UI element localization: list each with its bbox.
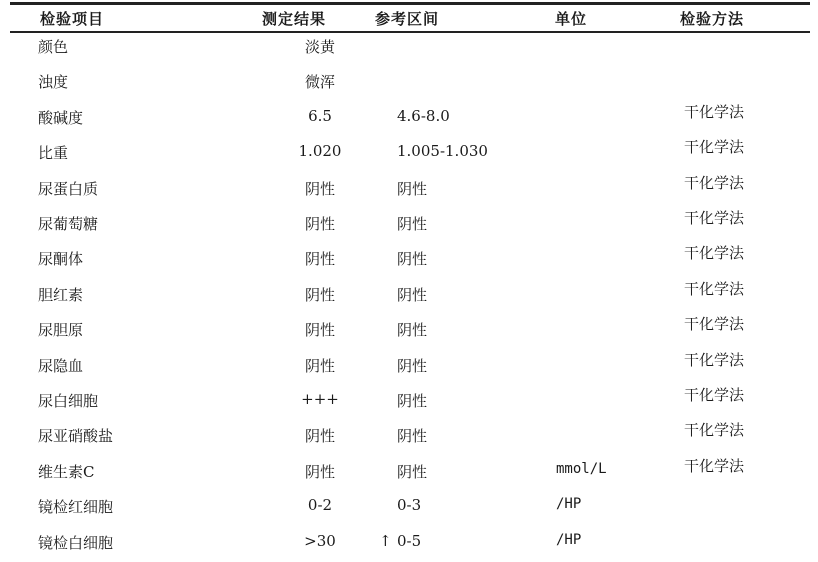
cell-unit: /HP bbox=[556, 531, 582, 548]
cell-item: 镜检红细胞 bbox=[38, 498, 114, 517]
cell-item: 尿蛋白质 bbox=[38, 179, 99, 198]
header-method: 检验方法 bbox=[680, 10, 745, 28]
cell-reference: 阴性 bbox=[397, 179, 428, 198]
cell-item: 镜检白细胞 bbox=[38, 533, 114, 552]
cell-method: 干化学法 bbox=[684, 209, 745, 227]
high-arrow-icon: ↑ bbox=[379, 531, 392, 550]
cell-reference: 阴性 bbox=[397, 392, 428, 410]
cell-item: 维生素C bbox=[38, 462, 95, 481]
cell-method: 干化学法 bbox=[684, 173, 745, 192]
cell-item: 浊度 bbox=[38, 73, 69, 92]
cell-item: 颜色 bbox=[38, 38, 69, 56]
table-row bbox=[0, 173, 818, 208]
cell-reference: 阴性 bbox=[397, 215, 428, 233]
table-row bbox=[0, 386, 818, 420]
cell-result: 微浑 bbox=[304, 73, 335, 92]
cell-method: 干化学法 bbox=[684, 386, 745, 404]
cell-method: 干化学法 bbox=[684, 315, 745, 334]
cell-item: 尿隐血 bbox=[38, 356, 84, 375]
cell-reference: 0-3 bbox=[397, 496, 422, 515]
cell-method: 干化学法 bbox=[684, 102, 745, 121]
cell-reference: 阴性 bbox=[397, 321, 428, 340]
cell-reference: 阴性 bbox=[397, 462, 428, 481]
cell-method: 干化学法 bbox=[684, 456, 745, 475]
table-top-rule bbox=[10, 2, 810, 5]
table-row bbox=[0, 102, 818, 137]
table-row bbox=[0, 456, 818, 491]
cell-reference: 阴性 bbox=[397, 427, 428, 446]
table-row bbox=[0, 421, 818, 455]
cell-item: 尿白细胞 bbox=[38, 392, 99, 410]
cell-reference: 1.005-1.030 bbox=[397, 142, 488, 161]
cell-reference: 0-5 bbox=[397, 531, 422, 550]
cell-item: 比重 bbox=[38, 144, 69, 163]
cell-result: 0-2 bbox=[307, 496, 333, 515]
cell-unit: /HP bbox=[556, 496, 582, 513]
cell-item: 酸碱度 bbox=[38, 108, 84, 127]
table-row bbox=[0, 71, 818, 101]
cell-method: 干化学法 bbox=[684, 421, 745, 440]
table-row bbox=[0, 279, 818, 314]
cell-reference: 阴性 bbox=[397, 250, 428, 269]
table-row bbox=[0, 350, 818, 385]
table-row bbox=[0, 244, 818, 278]
cell-item: 尿酮体 bbox=[38, 250, 84, 269]
cell-result: 阴性 bbox=[304, 321, 335, 340]
cell-result: 阴性 bbox=[304, 285, 335, 304]
cell-method: 干化学法 bbox=[684, 138, 745, 157]
cell-result: 阴性 bbox=[304, 215, 335, 233]
header-bottom-rule bbox=[10, 31, 810, 33]
header-result: 测定结果 bbox=[262, 10, 327, 28]
cell-unit: mmol/L bbox=[556, 460, 607, 477]
cell-result: 阴性 bbox=[304, 179, 335, 198]
cell-result: 阴性 bbox=[304, 250, 335, 269]
table-row bbox=[0, 36, 818, 66]
table-row bbox=[0, 315, 818, 349]
cell-method: 干化学法 bbox=[684, 350, 745, 369]
header-reference: 参考区间 bbox=[375, 10, 440, 28]
cell-reference: 4.6-8.0 bbox=[397, 106, 450, 125]
cell-result: 阴性 bbox=[304, 356, 335, 375]
table-row bbox=[0, 496, 818, 526]
table-row bbox=[0, 209, 818, 243]
cell-method: 干化学法 bbox=[684, 279, 745, 298]
header-unit: 单位 bbox=[555, 10, 588, 28]
cell-method: 干化学法 bbox=[684, 244, 745, 263]
cell-reference: 阴性 bbox=[397, 356, 428, 375]
header-item: 检验项目 bbox=[40, 10, 105, 28]
table-row bbox=[0, 532, 818, 562]
cell-item: 胆红素 bbox=[38, 285, 84, 304]
cell-item: 尿亚硝酸盐 bbox=[38, 427, 114, 446]
cell-result: 1.020 bbox=[298, 142, 342, 161]
cell-result: 6.5 bbox=[308, 106, 332, 125]
cell-item: 尿葡萄糖 bbox=[38, 215, 99, 233]
cell-item: 尿胆原 bbox=[38, 321, 84, 340]
cell-result: 淡黄 bbox=[304, 38, 335, 56]
cell-result: 阴性 bbox=[304, 462, 335, 481]
cell-result: +++ bbox=[301, 390, 339, 408]
cell-result: 阴性 bbox=[304, 427, 335, 446]
table-row bbox=[0, 138, 818, 172]
cell-result: >30 bbox=[304, 531, 336, 550]
cell-reference: 阴性 bbox=[397, 285, 428, 304]
